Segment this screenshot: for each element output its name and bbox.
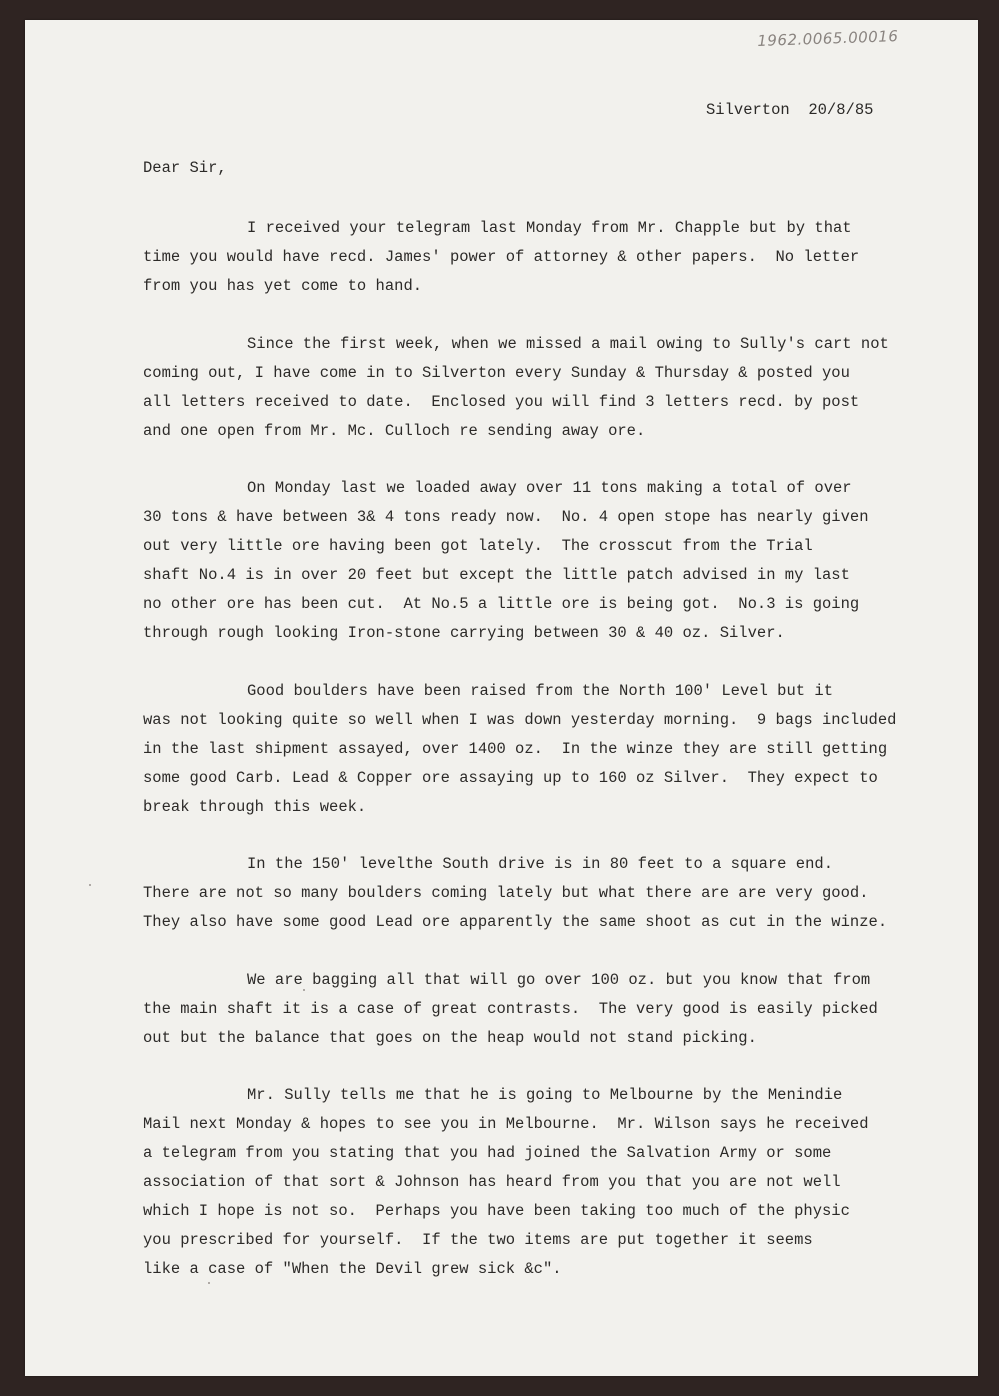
- letter-body: [143, 214, 933, 1313]
- paper-speck: [89, 884, 91, 886]
- paragraph-line: There are not so many boulders coming lately but what there are are very good.: [143, 884, 869, 902]
- paragraph-line: I received your telegram last Monday from Mr. Chapple but by that: [247, 219, 852, 237]
- letter-paragraph: [143, 330, 933, 446]
- paragraph-line: Mail next Monday & hopes to see you in Melbourne. Mr. Wilson says he received: [143, 1115, 869, 1133]
- paragraph-line: association of that sort & Johnson has heard from you that you are not well: [143, 1173, 841, 1191]
- paragraph-line: you prescribed for yourself. If the two items are put together it seems: [143, 1231, 813, 1249]
- paragraph-line: On Monday last we loaded away over 11 tons making a total of over: [247, 479, 852, 497]
- paragraph-line: coming out, I have come in to Silverton every Sunday & Thursday & posted you: [143, 363, 850, 382]
- paragraph-line: 30 tons & have between 3& 4 tons ready now. No. 4 open stope has nearly given: [143, 508, 869, 526]
- letter-paragraph: [143, 474, 933, 648]
- paragraph-line: through rough looking Iron-stone carrying between 30 & 40 oz. Silver.: [143, 624, 785, 642]
- paragraph-line: some good Carb. Lead & Copper ore assaying up to 160 oz Silver. They expect to: [143, 768, 878, 787]
- paragraph-line: They also have some good Lead ore apparently the same shoot as cut in the winze.: [143, 913, 888, 931]
- place-date: Silverton 20/8/85: [706, 101, 874, 119]
- paragraph-line: out but the balance that goes on the heap would not stand picking.: [143, 1028, 757, 1047]
- letter-paragraph: [143, 850, 933, 937]
- paragraph-line: Mr. Sully tells me that he is going to Melbourne by the Menindie: [247, 1086, 843, 1104]
- letter-paragraph: [143, 1081, 933, 1284]
- paragraph-line: from you has yet come to hand.: [143, 277, 423, 295]
- letter-paragraph: [143, 966, 933, 1053]
- paragraph-line: all letters received to date. Enclosed you will find 3 letters recd. by post: [143, 392, 860, 411]
- paragraph-line: in the last shipment assayed, over 1400 oz. In the winze they are still getting: [143, 739, 888, 758]
- paragraph-line: time you would have recd. James' power of attorney & other papers. No letter: [143, 248, 860, 266]
- salutation: Dear Sir,: [143, 159, 227, 177]
- paragraph-line: which I hope is not so. Perhaps you have been taking too much of the physic: [143, 1202, 850, 1220]
- paragraph-line: no other ore has been cut. At No.5 a little ore is being got. No.3 is going: [143, 595, 860, 613]
- letter-paragraph: [143, 214, 933, 301]
- paragraph-line: Good boulders have been raised from the North 100' Level but it: [247, 681, 833, 700]
- paragraph-line: break through this week.: [143, 797, 367, 816]
- paragraph-line: was not looking quite so well when I was down yesterday morning. 9 bags included: [143, 710, 897, 729]
- paragraph-line: like a case of "When the Devil grew sick &c".: [143, 1260, 562, 1278]
- paragraph-line: shaft No.4 is in over 20 feet but except the little patch advised in my last: [143, 566, 850, 584]
- accession-number: 1962.0065.00016: [757, 27, 899, 50]
- letter-paragraph: [143, 677, 933, 822]
- paragraph-line: a telegram from you stating that you had joined the Salvation Army or some: [143, 1144, 832, 1162]
- paragraph-line: out very little ore having been got lately. The crosscut from the Trial: [143, 537, 813, 555]
- paragraph-line: We are bagging all that will go over 100 oz. but you know that from: [247, 970, 871, 989]
- paragraph-line: and one open from Mr. Mc. Culloch re sending away ore.: [143, 421, 646, 440]
- paragraph-line: the main shaft it is a case of great contrasts. The very good is easily picked: [143, 999, 878, 1018]
- paragraph-line: In the 150' levelthe South drive is in 80 feet to a square end.: [247, 855, 833, 873]
- paragraph-line: Since the first week, when we missed a mail owing to Sully's cart not: [247, 334, 889, 353]
